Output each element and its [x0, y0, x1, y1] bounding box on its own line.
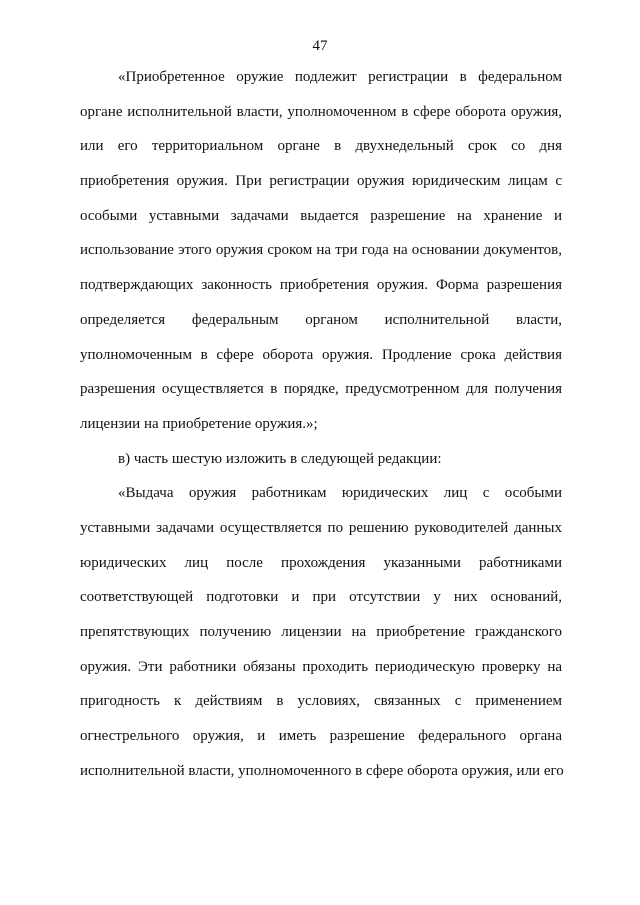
paragraph-weapon-registration [80, 60, 562, 442]
text-line: «Приобретенное оружие подлежит регистрации в федеральном [118, 69, 562, 85]
text-line: огнестрельного оружия, и иметь разрешение федерального органа [80, 728, 562, 745]
text-line: юридических лиц после прохождения указанными работниками [80, 554, 562, 571]
document-body [80, 60, 562, 788]
text-line: оружия. Эти работники обязаны проходить периодическую проверку на [80, 658, 562, 675]
text-line: или его территориальном органе в двухнедельный срок со дня [80, 138, 562, 155]
text-line: органе исполнительной власти, уполномоченном в сфере оборота оружия, [80, 103, 562, 120]
text-line: разрешения осуществляется в порядке, предусмотренном для получения [80, 381, 562, 398]
text-line: уставными задачами осуществляется по решению руководителей данных [80, 519, 562, 536]
text-line: подтверждающих законность приобретения оружия. Форма разрешения [80, 277, 562, 294]
text-line: пригодность к действиям в условиях, связанных с применением [80, 693, 562, 710]
text-line: в) часть шестую изложить в следующей редакции: [118, 450, 442, 467]
text-line: использование этого оружия сроком на три года на основании документов, [80, 242, 562, 259]
text-line: особыми уставными задачами выдается разрешение на хранение и [80, 207, 562, 224]
text-line: «Выдача оружия работникам юридических лиц с особыми [118, 485, 562, 502]
paragraph-amendment-instruction [80, 442, 562, 477]
paragraph-weapon-issuance [80, 476, 562, 788]
page-number: 47 [312, 38, 328, 54]
text-line: лицензии на приобретение оружия.»; [80, 415, 318, 432]
text-line: препятствующих получению лицензии на приобретение гражданского [80, 624, 562, 640]
text-line: соответствующей подготовки и при отсутствии у них оснований, [80, 589, 562, 606]
text-line: исполнительной власти, уполномоченного в сфере оборота оружия, или его [80, 762, 564, 779]
text-line: приобретения оружия. При регистрации оружия юридическим лицам с [80, 173, 562, 190]
text-line: уполномоченным в сфере оборота оружия. Продление срока действия [80, 346, 562, 363]
text-line: определяется федеральным органом исполнительной власти, [80, 311, 562, 328]
